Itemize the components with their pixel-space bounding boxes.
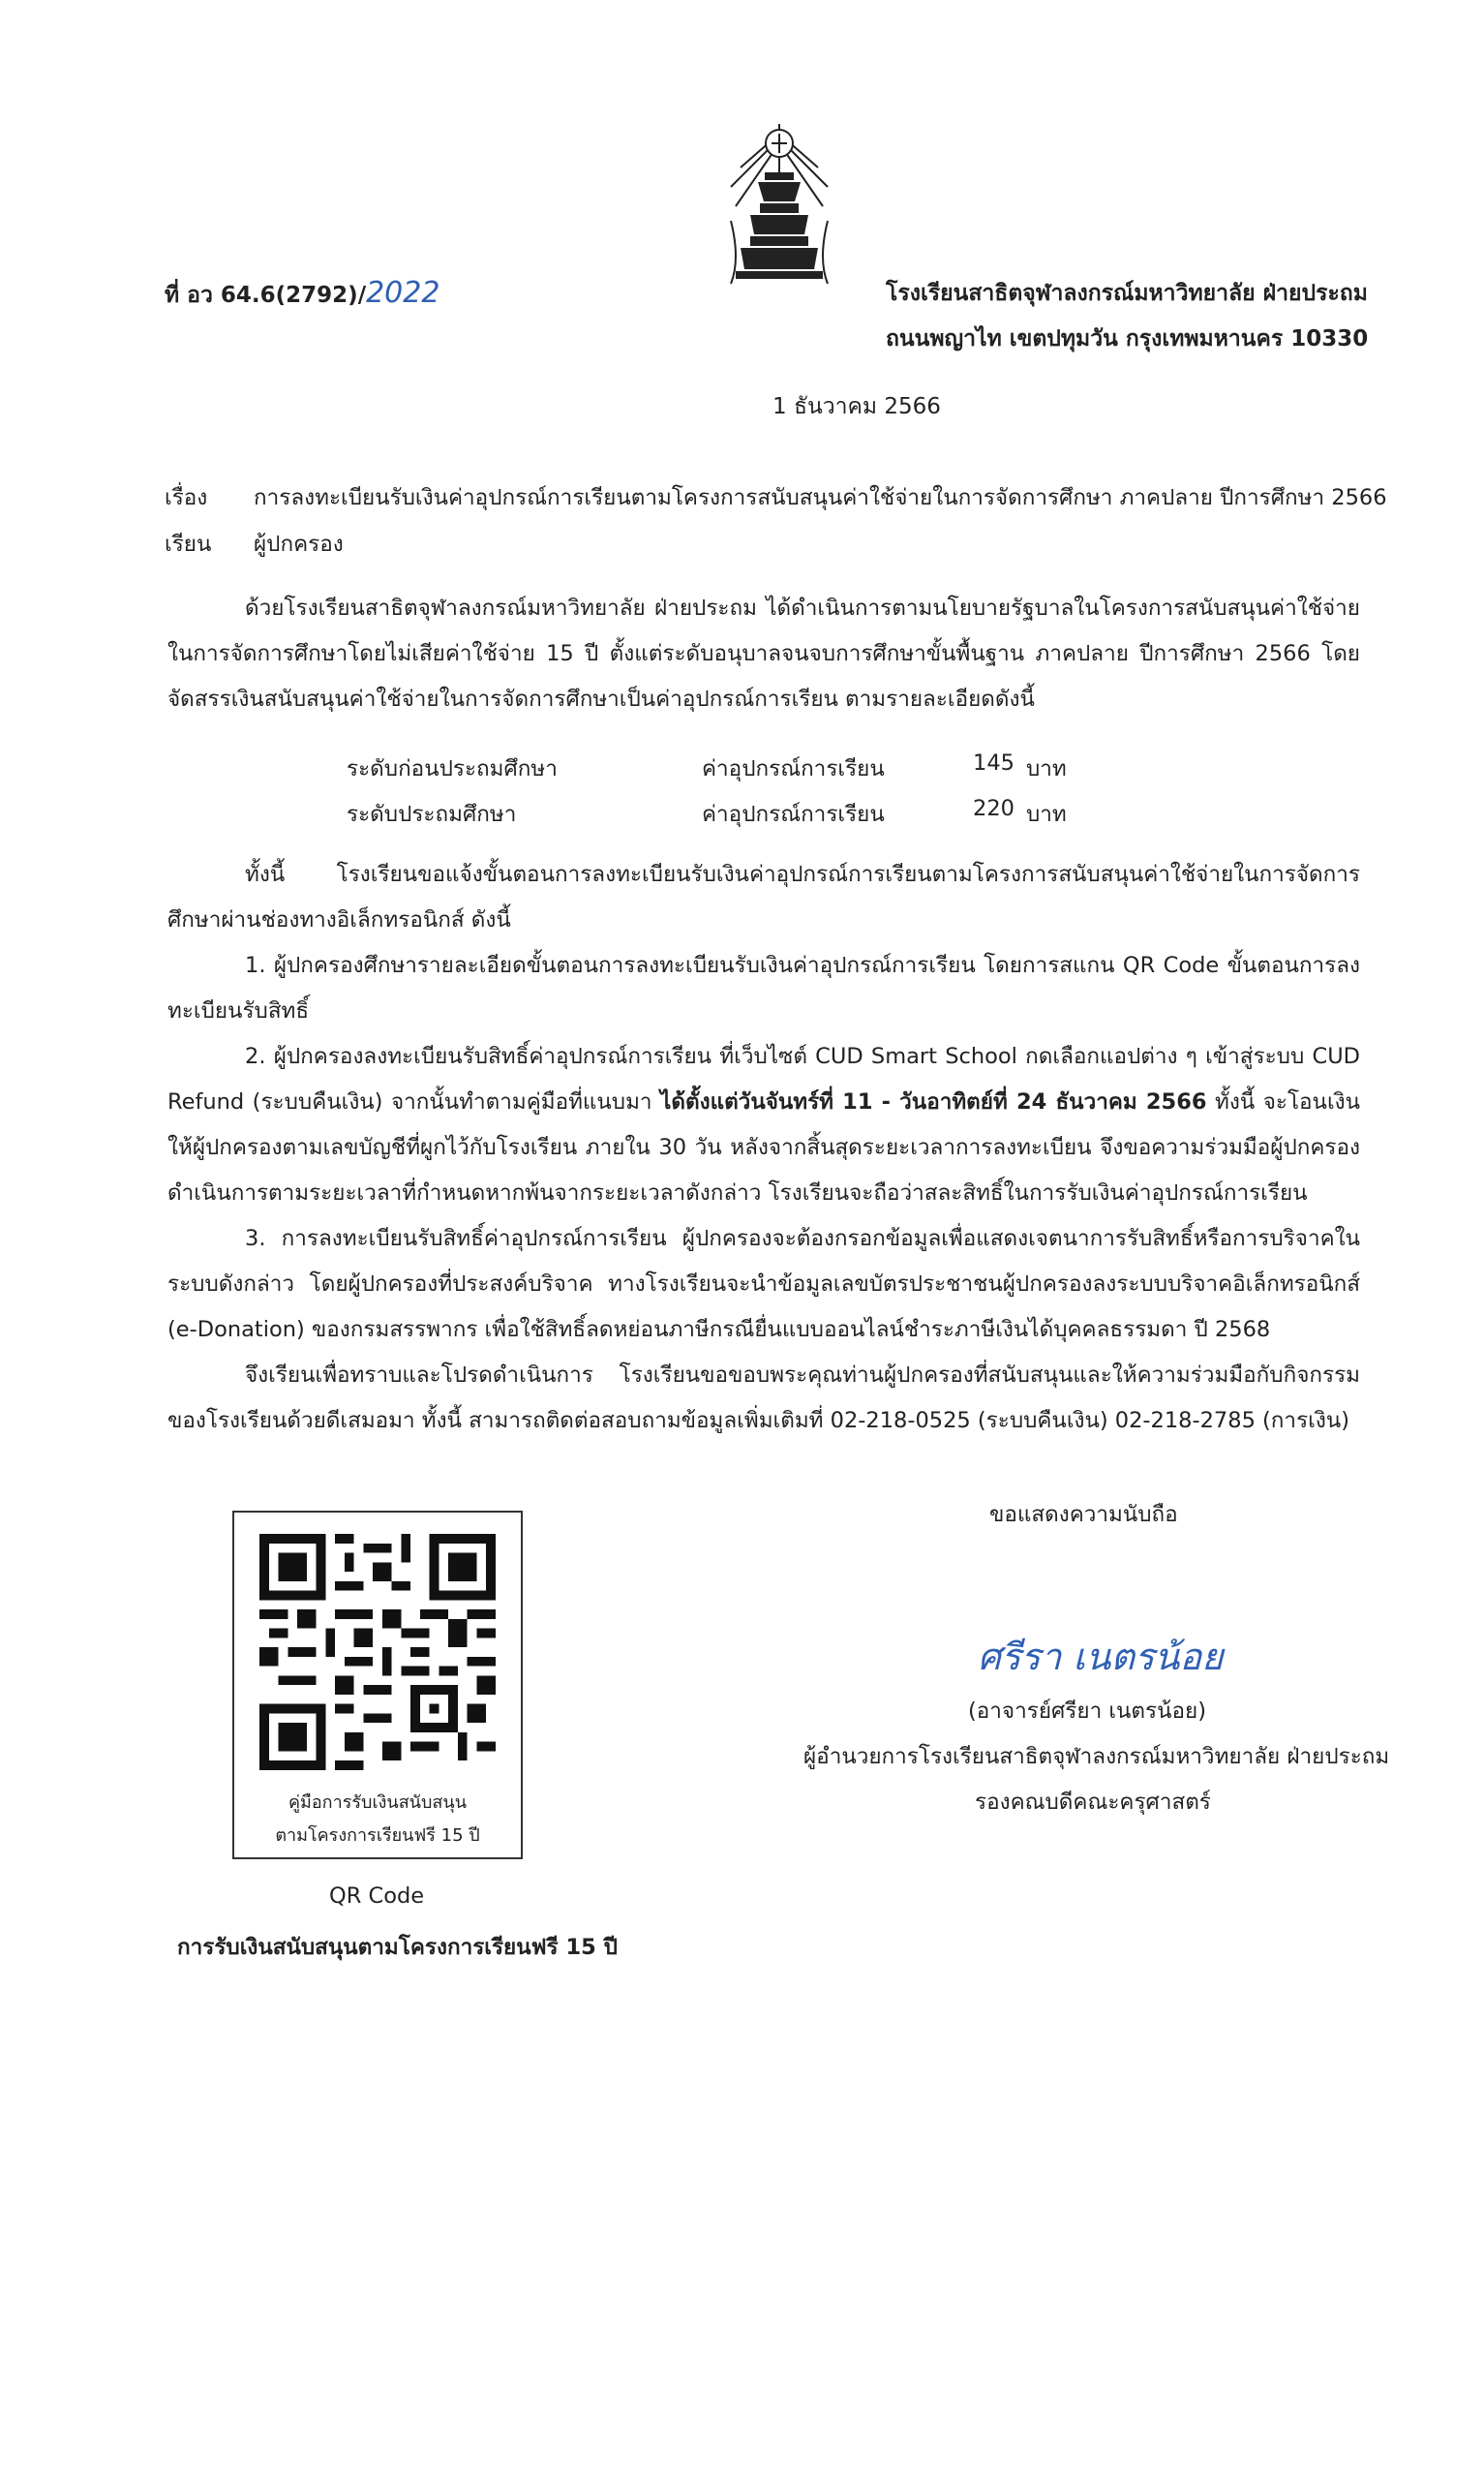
step-3: 3. การลงทะเบียนรับสิทธิ์ค่าอุปกรณ์การเรียน ผู้ปกครองจะต้องกรอกข้อมูลเพื่อแสดงเจตนาการรับสิทธิ์หรือการบริจาคในระบบดังกล่าว โดยผู้ปกครองที่ประสงค์บริจาค ทางโรงเรียนจะนำข้อมูลเลขบัตรประชาชนผู้ปกครองลงระบบบริจาคอิเล็กทรอนิกส์ (e-Donation) ของกรมสรรพากร เพื่อใช้สิทธิ์ลดหย่อนภาษีกรณียื่นแบบออนไลน์ชำระภาษีเงินได้บุคคลธรรมดา ปี 2568 xyxy=(167,1226,1360,1342)
signatory-name: (อาจารย์ศรียา เนตรน้อย) xyxy=(968,1699,1206,1724)
qr-caption-line-2: ตามโครงการเรียนฟรี 15 ปี xyxy=(275,1825,480,1846)
fee-row-item: ค่าอุปกรณ์การเรียน xyxy=(702,756,885,781)
subject-text: การลงทะเบียนรับเงินค่าอุปกรณ์การเรียนตามโครงการสนับสนุนค่าใช้จ่ายในการจัดการศึกษา ภาคปลาย ปีการศึกษา 2566 xyxy=(254,485,1387,510)
body-steps xyxy=(167,852,1360,1444)
qr-label: QR Code xyxy=(329,1883,425,1909)
qr-code-image[interactable] xyxy=(259,1534,496,1770)
step-1: 1. ผู้ปกครองศึกษารายละเอียดขั้นตอนการลงทะเบียนรับเงินค่าอุปกรณ์การเรียน โดยการสแกน QR Code ขั้นตอนการลงทะเบียนรับสิทธิ์ xyxy=(167,953,1360,1024)
body-paragraph-1 xyxy=(167,586,1360,722)
school-address: ถนนพญาไท เขตปทุมวัน กรุงเทพมหานคร 10330 xyxy=(886,326,1369,352)
respect-closing: ขอแสดงความนับถือ xyxy=(989,1502,1178,1527)
qr-caption-line-1: คู่มือการรับเงินสนับสนุน xyxy=(288,1792,468,1813)
subject-label: เรื่อง xyxy=(165,485,208,510)
reference-number xyxy=(165,276,439,313)
fee-row-level: ระดับประถมศึกษา xyxy=(347,802,517,827)
letter-date: 1 ธันวาคม 2566 xyxy=(772,394,941,419)
fee-row-unit: บาท xyxy=(1026,802,1067,827)
step-2-text-before: 2. ผู้ปกครองลงทะเบียนรับสิทธิ์ค่าอุปกรณ์การเรียน ที่เว็บไซต์ CUD Smart School กดเลือกแอปต่าง ๆ เข้าสู่ระบบ CUD Refund (ระบบคืนเงิน) จากนั้นทำตามคู่มือที่แนบมา xyxy=(167,1044,1360,1115)
step-2-text-after: ทั้งนี้ จะโอนเงินให้ผู้ปกครองตามเลขบัญชีที่ผูกไว้กับโรงเรียน ภายใน 30 วัน หลังจากสิ้นสุดระยะเวลาการลงทะเบียน จึงขอความร่วมมือผู้ปกครองดำเนินการตามระยะเวลาที่กำหนดหากพ้นจากระยะเวลาดังกล่าว โรงเรียนจะถือว่าสละสิทธิ์ในการรับเงินค่าอุปกรณ์การเรียน xyxy=(167,1089,1360,1206)
intro-paragraph: ด้วยโรงเรียนสาธิตจุฬาลงกรณ์มหาวิทยาลัย ฝ่ายประถม ได้ดำเนินการตามนโยบายรัฐบาลในโครงการสนับสนุนค่าใช้จ่ายในการจัดการศึกษาโดยไม่เสียค่าใช้จ่าย 15 ปี ตั้งแต่ระดับอนุบาลจนจบการศึกษาขั้นพื้นฐาน ภาคปลาย ปีการศึกษา 2566 โดยจัดสรรเงินสนับสนุนค่าใช้จ่ายในการจัดการศึกษาเป็นค่าอุปกรณ์การเรียน ตามรายละเอียดดังนี้ xyxy=(167,596,1360,712)
recipient-label: เรียน xyxy=(165,532,212,557)
steps-intro-paragraph: ทั้งนี้ โรงเรียนขอแจ้งขั้นตอนการลงทะเบียนรับเงินค่าอุปกรณ์การเรียนตามโครงการสนับสนุนค่าใช้จ่ายในการจัดการศึกษาผ่านช่องทางอิเล็กทรอนิกส์ ดังนี้ xyxy=(167,862,1360,933)
fee-row-level: ระดับก่อนประถมศึกษา xyxy=(347,756,558,781)
reference-number-handwritten: 2022 xyxy=(366,276,440,310)
handwritten-signature: ศรีรา เนตรน้อย xyxy=(978,1636,1224,1678)
school-name: โรงเรียนสาธิตจุฬาลงกรณ์มหาวิทยาลัย ฝ่ายประถม xyxy=(886,281,1368,306)
step-2-registration-period: ได้ตั้งแต่วันจันทร์ที่ 11 - วันอาทิตย์ที่ 24 ธันวาคม 2566 xyxy=(660,1089,1207,1115)
step-2 xyxy=(167,1034,1360,1216)
closing-paragraph: จึงเรียนเพื่อทราบและโปรดดำเนินการ โรงเรียนขอขอบพระคุณท่านผู้ปกครองที่สนับสนุนและให้ความร่วมมือกับกิจกรรมของโรงเรียนด้วยดีเสมอมา ทั้งนี้ สามารถติดต่อสอบถามข้อมูลเพิ่มเติมที่ 02-218-0525 (ระบบคืนเงิน) 02-218-2785 (การเงิน) xyxy=(167,1362,1360,1433)
fee-row-amount: 220 xyxy=(973,796,1015,821)
fee-row-unit: บาท xyxy=(1026,756,1067,781)
qr-code-box xyxy=(232,1511,523,1859)
qr-title: การรับเงินสนับสนุนตามโครงการเรียนฟรี 15 ปี xyxy=(177,1935,618,1960)
fee-row-amount: 145 xyxy=(973,750,1015,776)
school-crest-logo xyxy=(721,114,837,289)
fee-row-item: ค่าอุปกรณ์การเรียน xyxy=(702,802,885,827)
recipient-text: ผู้ปกครอง xyxy=(254,532,344,557)
signatory-position-1: ผู้อำนวยการโรงเรียนสาธิตจุฬาลงกรณ์มหาวิทยาลัย ฝ่ายประถม xyxy=(803,1744,1390,1769)
signatory-position-2: รองคณบดีคณะครุศาสตร์ xyxy=(975,1790,1211,1815)
reference-number-label: ที่ อว 64.6(2792)/ xyxy=(165,283,367,308)
